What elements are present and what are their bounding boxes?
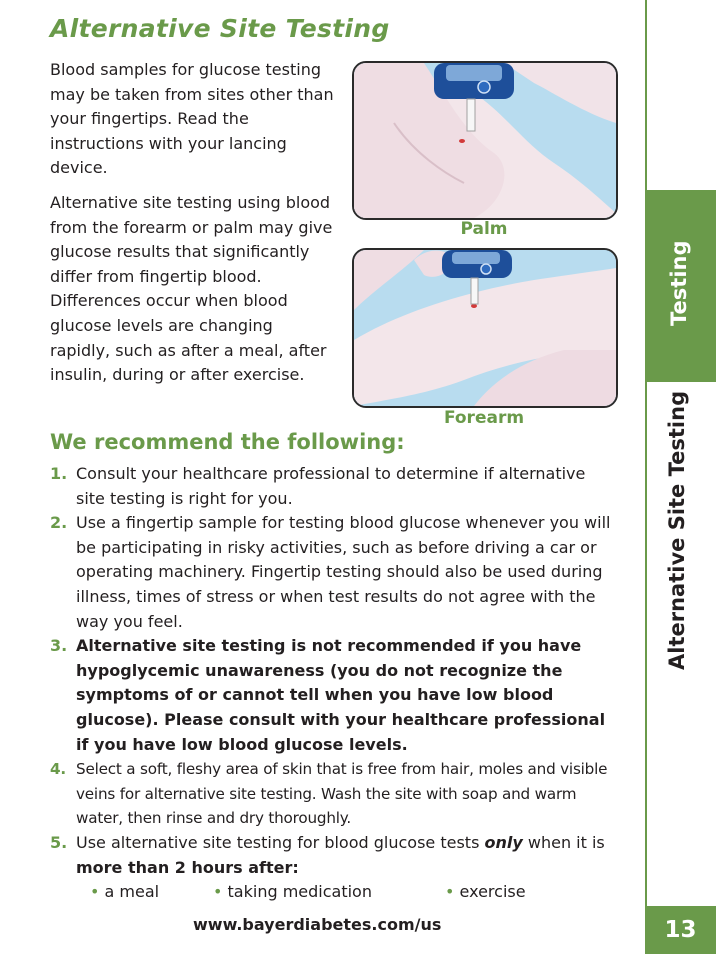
forearm-illustration [352,248,618,408]
bullet-dot: • [213,882,223,902]
item-text-b: when it is [522,832,605,852]
bullet-text: exercise [459,882,526,902]
bullet-text: a meal [104,882,160,902]
item-number: 3. [50,636,68,656]
item-text: Consult your healthcare professional to determine if alternative site testing is right for you. [76,464,586,508]
item-text: Use a fingertip sample for testing blood glucose whenever you will be participating in risky activities, such as before driving a car or operating machinery. Fingertip testing should also be used during illness, times of stress or when test results do not agree with the way you feel. [76,513,611,631]
list-item [50,462,615,511]
sidebar-blank-top [645,0,716,190]
item-text-emphasis: only [484,832,523,852]
recommendation-list [50,462,615,905]
intro-paragraph-1: Blood samples for glucose testing may be taken from sites other than your fingertips. Read the instructions with your lancing device. [50,60,334,178]
item-text: Alternative site testing is not recommended if you have hypoglycemic unawareness (you do not recognize the symptoms of or cannot tell when you have low blood glucose). Please consult with your healthcare professional if you have low blood glucose levels. [76,636,606,754]
page-number: 13 [664,917,697,943]
tab-testing-label: Testing [667,240,691,326]
section-sidebar [645,0,716,954]
bullet-dot: • [445,882,455,902]
palm-illustration [352,61,618,220]
list-item [50,634,615,757]
list-item [50,757,615,831]
intro-paragraph-2: Alternative site testing using blood from the forearm or palm may give glucose results that significantly differ from fingertip blood. Differences occur when blood glucose levels are changing rapidly, such as after a meal, after insulin, during or after exercise. [50,192,333,385]
item-text: Select a soft, fleshy area of skin that is free from hair, moles and visible veins for alternative site testing. Wash the site with soap and warm water, then rinse and dry thoroughly. [76,760,608,828]
forearm-caption: Forearm [443,408,525,428]
footer-url: www.bayerdiabetes.com/us [193,915,442,934]
bullet-item [90,880,213,905]
recommend-heading: We recommend the following: [50,430,405,454]
item-number: 4. [50,760,66,779]
palm-caption: Palm [460,219,508,239]
item-number: 5. [50,832,68,852]
intro-text [50,58,335,398]
bullet-item [213,880,445,905]
bullet-item [445,880,526,905]
list-item [50,831,615,905]
item-text-a: Use alternative site testing for blood glucose tests [76,832,485,852]
item-number: 1. [50,464,68,483]
tab-alt-label: Alternative Site Testing [665,390,689,670]
page-title: Alternative Site Testing [50,14,390,43]
item-text-bold: more than 2 hours after: [76,857,299,877]
list-item [50,511,615,634]
bullet-text: taking medication [227,882,372,902]
bullet-dot: • [90,882,100,902]
bullet-row [90,880,615,905]
item-number: 2. [50,513,68,533]
